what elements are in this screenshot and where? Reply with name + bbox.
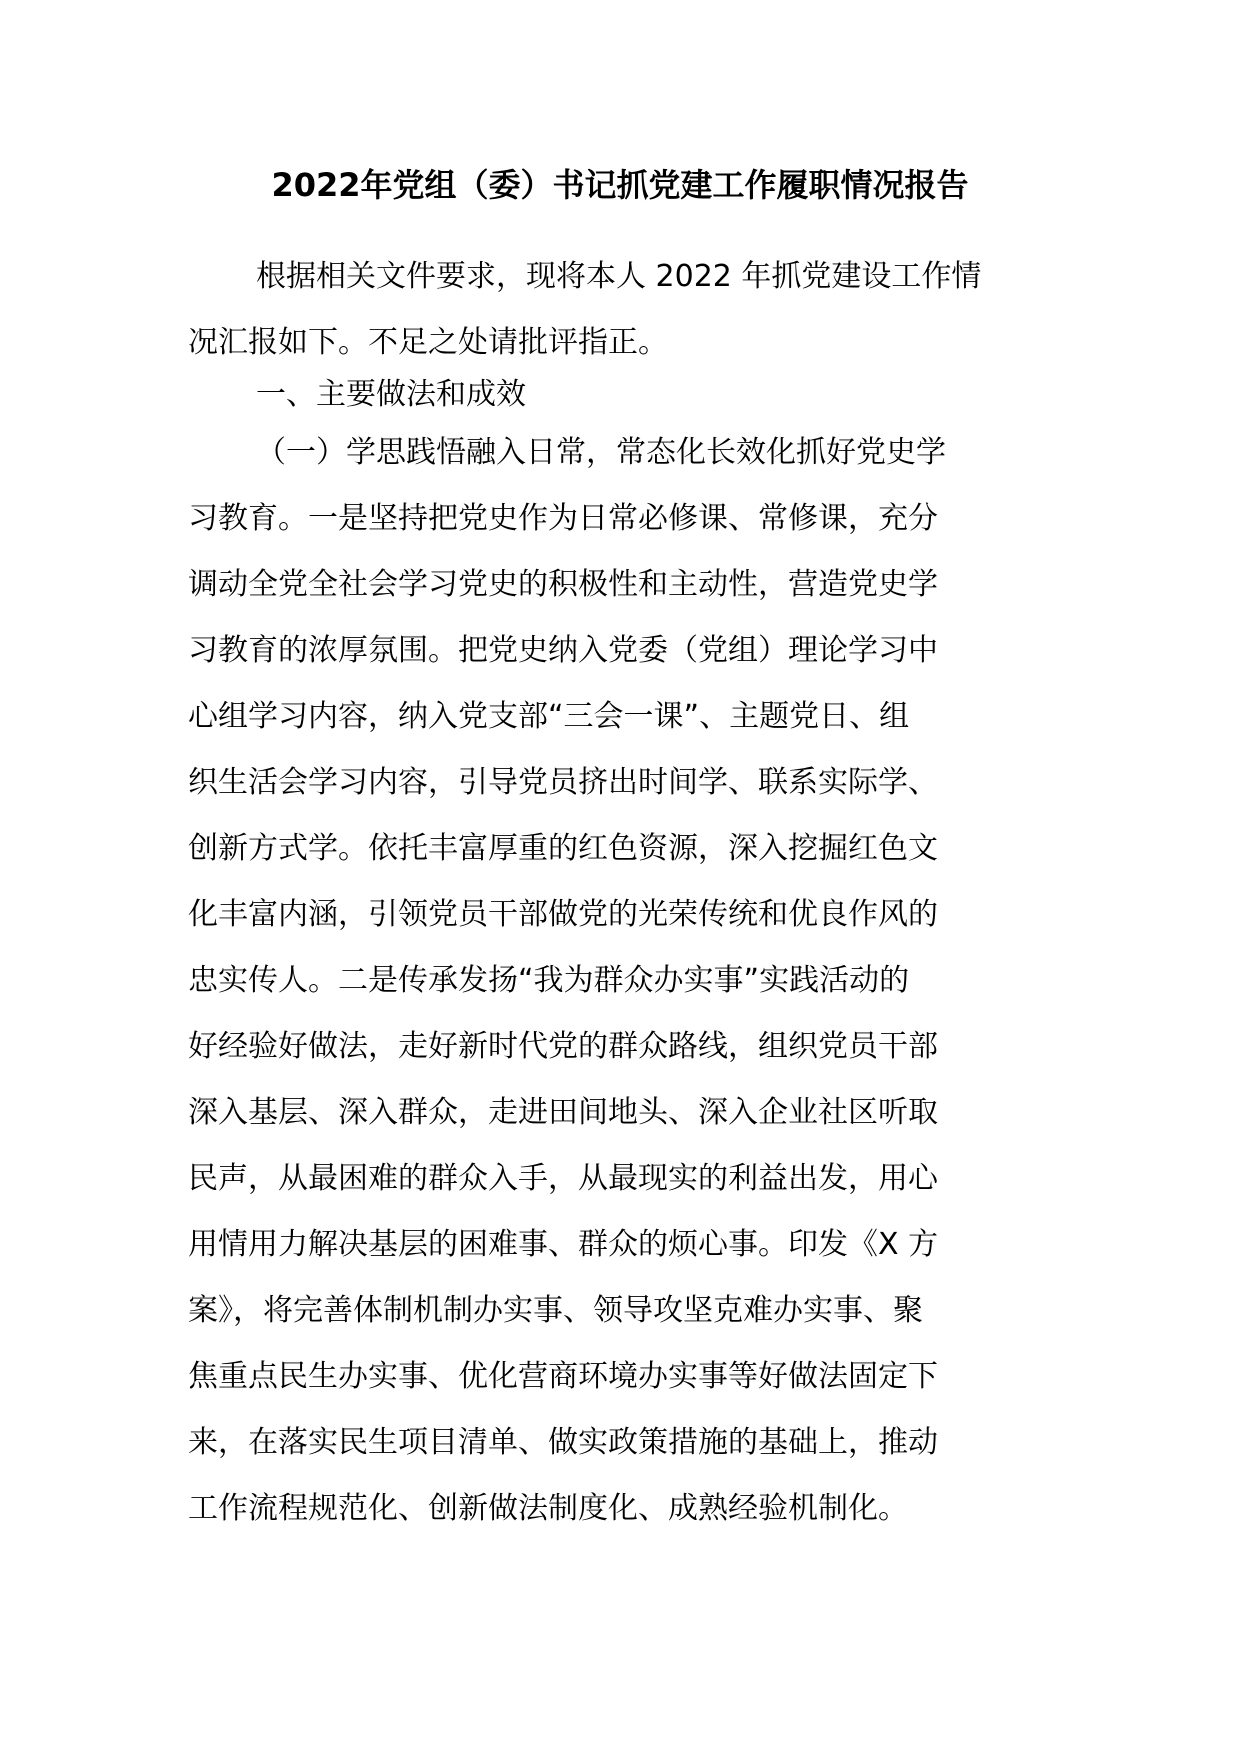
document-title: 2022年党组（委）书记抓党建工作履职情况报告 [271,166,969,204]
paragraph-line: 习教育。一是坚持把党史作为日常必修课、常修课，充分 [188,501,938,536]
paragraph-line: 焦重点民生办实事、优化营商环境办实事等好做法固定下 [188,1359,938,1394]
paragraph-line: 深入基层、深入群众，走进田间地头、深入企业社区听取 [188,1095,938,1130]
paragraph-line: 好经验好做法，走好新时代党的群众路线，组织党员干部 [188,1029,938,1064]
paragraph-line: 习教育的浓厚氛围。把党史纳入党委（党组）理论学习中 [188,633,938,668]
section-heading: 一、主要做法和成效 [256,377,526,412]
paragraph-line: 案》，将完善体制机制办实事、领导攻坚克难办实事、聚 [188,1293,923,1328]
paragraph-line: 民声，从最困难的群众入手，从最现实的利益出发，用心 [188,1161,938,1196]
paragraph-line: 调动全党全社会学习党史的积极性和主动性，营造党史学 [188,567,938,602]
paragraph-line: 用情用力解决基层的困难事、群众的烦心事。印发《X 方 [188,1227,939,1262]
paragraph-line: 化丰富内涵，引领党员干部做党的光荣传统和优良作风的 [188,897,938,932]
paragraph-line: 来，在落实民生项目清单、做实政策措施的基础上，推动 [188,1425,938,1460]
paragraph-line: 忠实传人。二是传承发扬“我为群众办实事”实践活动的 [188,963,910,998]
paragraph-line: 工作流程规范化、创新做法制度化、成熟经验机制化。 [188,1491,908,1526]
paragraph-line: 织生活会学习内容，引导党员挤出时间学、联系实际学、 [188,765,938,800]
paragraph-line: 况汇报如下。不足之处请批评指正。 [188,325,668,360]
section-heading-block [188,362,1058,428]
intro-paragraph [188,244,1058,376]
paragraph-line: （一）学思践悟融入日常，常态化长效化抓好党史学 [256,435,946,470]
subsection-paragraph [188,420,1058,1542]
paragraph-line: 根据相关文件要求，现将本人 2022 年抓党建设工作情 [256,259,982,294]
paragraph-line: 创新方式学。依托丰富厚重的红色资源，深入挖掘红色文 [188,831,938,866]
paragraph-line: 心组学习内容，纳入党支部“三会一课”、主题党日、组 [188,699,910,734]
